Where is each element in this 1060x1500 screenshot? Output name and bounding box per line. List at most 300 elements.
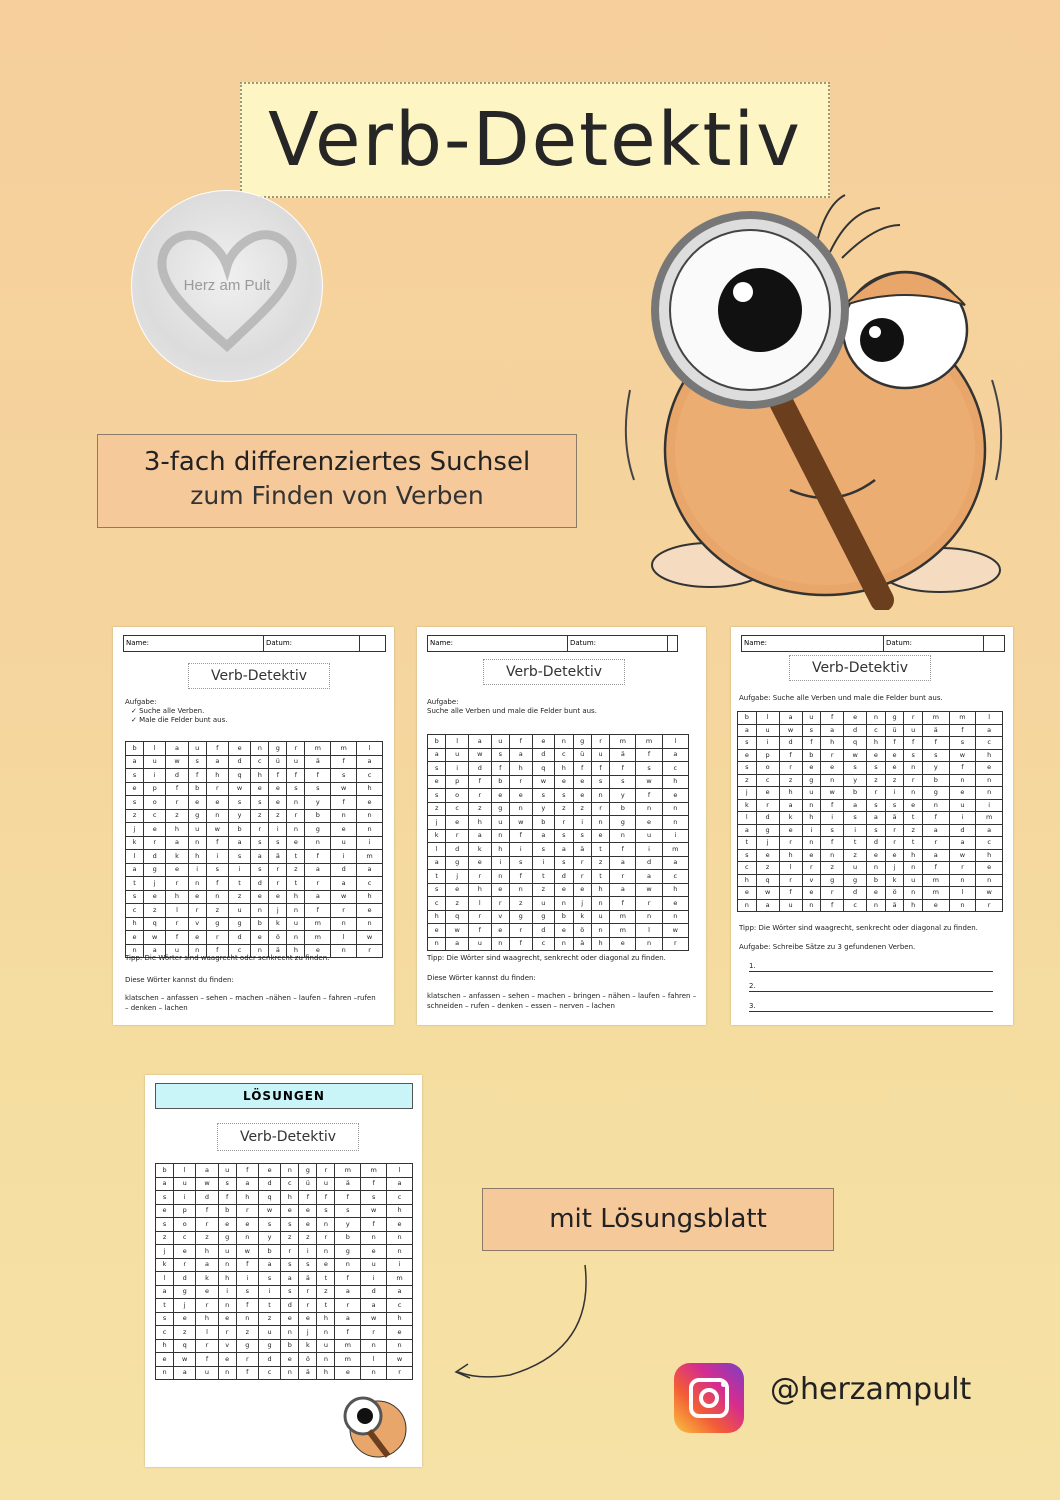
grid-cell: c xyxy=(428,897,446,911)
grid-cell: r xyxy=(509,924,532,938)
grid-cell: f xyxy=(335,1191,361,1205)
grid-cell: r xyxy=(361,1326,387,1340)
grid-cell: i xyxy=(174,1191,196,1205)
grid-cell: z xyxy=(144,904,166,918)
grid-cell: e xyxy=(610,937,636,951)
grid-cell: ö xyxy=(885,887,904,900)
grid-cell: y xyxy=(844,774,867,787)
grid-row xyxy=(428,829,689,843)
grid-cell: u xyxy=(904,874,923,887)
grid-cell: f xyxy=(206,742,228,756)
grid-cell: s xyxy=(428,789,446,803)
grid-cell: g xyxy=(305,823,331,837)
grid-cell: i xyxy=(509,843,532,857)
grid-cell: ä xyxy=(269,944,287,958)
grid-cell: f xyxy=(305,904,331,918)
grid-cell: l xyxy=(357,742,383,756)
grid-cell: i xyxy=(821,812,844,825)
grid-cell: a xyxy=(756,899,779,912)
grid-cell: f xyxy=(236,1366,258,1380)
worksheet-header xyxy=(741,635,1005,652)
grid-row xyxy=(428,937,689,951)
grid-cell: e xyxy=(573,883,591,897)
grid-cell: l xyxy=(446,735,469,749)
grid-cell: e xyxy=(491,789,509,803)
grid-cell: j xyxy=(144,877,166,891)
grid-cell: i xyxy=(144,769,166,783)
grid-cell: f xyxy=(509,829,532,843)
grid-cell: i xyxy=(258,1285,280,1299)
grid-cell: b xyxy=(281,1339,299,1353)
grid-cell: n xyxy=(867,862,886,875)
grid-cell: f xyxy=(591,762,609,776)
grid-cell: g xyxy=(206,917,228,931)
grid-cell: e xyxy=(126,782,144,796)
grid-row xyxy=(126,850,383,864)
grid-cell: w xyxy=(206,823,228,837)
grid-cell: e xyxy=(299,1218,317,1232)
grid-cell: t xyxy=(428,870,446,884)
grid-cell: b xyxy=(844,787,867,800)
grid-cell: f xyxy=(299,1191,317,1205)
grid-cell: e xyxy=(218,1312,236,1326)
grid-cell: f xyxy=(335,1326,361,1340)
grid-cell: h xyxy=(126,917,144,931)
grid-cell: e xyxy=(976,862,1003,875)
grid-cell: d xyxy=(196,1191,218,1205)
grid-row xyxy=(126,782,383,796)
grid-cell: h xyxy=(387,1312,413,1326)
grid-row xyxy=(126,877,383,891)
grid-cell: n xyxy=(335,1258,361,1272)
grid-cell: j xyxy=(573,897,591,911)
grid-cell: a xyxy=(305,890,331,904)
grid-cell: e xyxy=(555,924,573,938)
grid-cell: w xyxy=(468,748,491,762)
grid-cell: a xyxy=(387,1285,413,1299)
grid-cell: u xyxy=(904,724,923,737)
grid-cell: e xyxy=(532,735,555,749)
grid-cell: h xyxy=(738,874,757,887)
grid-cell: r xyxy=(317,1164,335,1178)
grid-cell: e xyxy=(468,856,491,870)
grid-cell: a xyxy=(662,856,688,870)
grid-cell: s xyxy=(126,796,144,810)
grid-row xyxy=(428,897,689,911)
grid-cell: e xyxy=(885,749,904,762)
grid-cell: r xyxy=(299,1299,317,1313)
grid-cell: h xyxy=(166,823,188,837)
grid-row xyxy=(126,769,383,783)
grid-cell: n xyxy=(802,837,821,850)
grid-row xyxy=(156,1164,413,1178)
grid-cell: u xyxy=(591,910,609,924)
grid-cell: f xyxy=(821,899,844,912)
grid-cell: h xyxy=(156,1339,174,1353)
grid-cell: j xyxy=(738,787,757,800)
grid-cell: n xyxy=(738,899,757,912)
grid-cell: a xyxy=(281,1272,299,1286)
grid-cell: l xyxy=(949,887,976,900)
grid-cell: g xyxy=(802,774,821,787)
task-b-body: Schreibe Sätze zu 3 gefundenen Verben. xyxy=(772,943,916,951)
page-title: Verb-Detektiv xyxy=(268,97,802,183)
grid-cell: a xyxy=(844,799,867,812)
tipp-text xyxy=(125,953,329,963)
grid-cell: e xyxy=(867,749,886,762)
grid-cell: n xyxy=(206,890,228,904)
grid-cell: n xyxy=(331,809,357,823)
grid-cell: n xyxy=(976,787,1003,800)
grid-row xyxy=(126,809,383,823)
grid-cell: r xyxy=(446,829,469,843)
grid-row xyxy=(428,910,689,924)
grid-cell: s xyxy=(281,1218,299,1232)
grid-cell: e xyxy=(867,887,886,900)
grid-cell: h xyxy=(509,762,532,776)
grid-cell: q xyxy=(228,769,250,783)
grid-cell: k xyxy=(885,874,904,887)
grid-cell: s xyxy=(251,836,269,850)
grid-cell: r xyxy=(573,856,591,870)
grid-cell: b xyxy=(555,910,573,924)
grid-cell: s xyxy=(218,1177,236,1191)
solutions-heading: LÖSUNGEN xyxy=(155,1083,413,1109)
grid-cell: n xyxy=(802,799,821,812)
grid-cell: r xyxy=(821,887,844,900)
worksheet-header xyxy=(123,635,386,652)
grid-cell: l xyxy=(468,897,491,911)
grid-row xyxy=(428,870,689,884)
grid-row xyxy=(428,843,689,857)
grid-cell: f xyxy=(361,1218,387,1232)
grid-cell: d xyxy=(144,850,166,864)
grid-cell: z xyxy=(821,862,844,875)
grid-cell: n xyxy=(591,816,609,830)
grid-cell: e xyxy=(299,1204,317,1218)
grid-cell: o xyxy=(756,762,779,775)
task-text xyxy=(739,693,943,703)
grid-cell: d xyxy=(166,769,188,783)
grid-cell: k xyxy=(738,799,757,812)
grid-row xyxy=(126,796,383,810)
grid-cell: r xyxy=(166,877,188,891)
grid-cell: f xyxy=(236,1299,258,1313)
grid-cell: z xyxy=(206,904,228,918)
grid-cell: y xyxy=(532,802,555,816)
grid-cell: r xyxy=(166,796,188,810)
grid-cell: h xyxy=(662,775,688,789)
grid-cell: s xyxy=(206,863,228,877)
grid-cell: c xyxy=(156,1326,174,1340)
grid-cell: d xyxy=(361,1285,387,1299)
grid-cell: s xyxy=(156,1218,174,1232)
mascot-small-icon xyxy=(333,1381,413,1461)
grid-cell: a xyxy=(610,883,636,897)
grid-cell: h xyxy=(555,762,573,776)
grid-cell: e xyxy=(738,749,757,762)
grid-cell: n xyxy=(904,862,923,875)
grid-cell: r xyxy=(867,787,886,800)
words-list: klatschen – anfassen – sehen – machen – bringen – nähen – laufen – fahren – schneiden – rufen – denken – essen – nerven – lachen xyxy=(427,992,697,1010)
grid-cell: z xyxy=(904,824,923,837)
grid-cell: d xyxy=(446,843,469,857)
grid-cell: e xyxy=(144,823,166,837)
grid-cell: c xyxy=(174,1231,196,1245)
grid-cell: n xyxy=(188,877,206,891)
grid-cell: m xyxy=(305,742,331,756)
grid-cell: n xyxy=(662,816,688,830)
grid-row xyxy=(156,1299,413,1313)
grid-cell: n xyxy=(251,944,269,958)
grid-cell: w xyxy=(636,775,662,789)
grid-cell: i xyxy=(491,856,509,870)
grid-cell: t xyxy=(317,1272,335,1286)
grid-cell: l xyxy=(144,742,166,756)
grid-cell: f xyxy=(610,843,636,857)
grid-cell: u xyxy=(802,787,821,800)
grid-cell: g xyxy=(610,816,636,830)
grid-cell: u xyxy=(491,816,509,830)
grid-row xyxy=(126,755,383,769)
grid-cell: i xyxy=(756,737,779,750)
grid-row xyxy=(126,823,383,837)
grid-cell: d xyxy=(532,924,555,938)
grid-cell: n xyxy=(236,1312,258,1326)
grid-cell: i xyxy=(802,824,821,837)
grid-cell: d xyxy=(258,1353,280,1367)
grid-cell: s xyxy=(228,850,250,864)
grid-cell: b xyxy=(802,749,821,762)
grid-cell: s xyxy=(844,812,867,825)
grid-cell: z xyxy=(166,809,188,823)
grid-cell: g xyxy=(532,910,555,924)
grid-row xyxy=(738,724,1003,737)
grid-cell: u xyxy=(287,917,305,931)
grid-cell: u xyxy=(802,712,821,725)
grid-cell: a xyxy=(196,1258,218,1272)
grid-cell: n xyxy=(305,836,331,850)
grid-cell: a xyxy=(174,1366,196,1380)
grid-cell: r xyxy=(251,823,269,837)
grid-cell: n xyxy=(555,897,573,911)
grid-cell: m xyxy=(361,1164,387,1178)
grid-cell: c xyxy=(126,904,144,918)
grid-cell: r xyxy=(357,944,383,958)
grid-cell: a xyxy=(976,724,1003,737)
grid-cell: u xyxy=(287,755,305,769)
grid-cell: s xyxy=(305,782,331,796)
grid-cell: g xyxy=(491,802,509,816)
grid-cell: u xyxy=(779,899,802,912)
grid-cell: f xyxy=(206,877,228,891)
grid-cell: h xyxy=(428,910,446,924)
grid-cell: f xyxy=(922,812,949,825)
grid-cell: r xyxy=(904,712,923,725)
grid-cell: a xyxy=(166,742,188,756)
grid-cell: r xyxy=(904,774,923,787)
grid-cell: m xyxy=(636,735,662,749)
grid-cell: i xyxy=(236,1272,258,1286)
grid-cell: e xyxy=(446,816,469,830)
grid-cell: r xyxy=(188,904,206,918)
grid-cell: b xyxy=(228,823,250,837)
grid-cell: ä xyxy=(922,724,949,737)
grid-cell: n xyxy=(491,870,509,884)
grid-cell: f xyxy=(779,887,802,900)
grid-cell: w xyxy=(331,782,357,796)
grid-cell: m xyxy=(335,1164,361,1178)
grid-cell: z xyxy=(738,774,757,787)
grid-cell: j xyxy=(126,823,144,837)
grid-row xyxy=(738,874,1003,887)
grid-cell: ö xyxy=(573,924,591,938)
grid-cell: g xyxy=(756,824,779,837)
grid-cell: k xyxy=(299,1339,317,1353)
grid-cell: z xyxy=(509,897,532,911)
grid-cell: a xyxy=(331,877,357,891)
grid-row xyxy=(156,1177,413,1191)
grid-cell: w xyxy=(144,931,166,945)
grid-row xyxy=(738,824,1003,837)
grid-cell: ü xyxy=(299,1177,317,1191)
grid-cell: a xyxy=(206,755,228,769)
grid-cell: g xyxy=(573,735,591,749)
grid-cell: a xyxy=(468,829,491,843)
grid-cell: e xyxy=(188,890,206,904)
grid-cell: j xyxy=(428,816,446,830)
grid-cell: m xyxy=(922,712,949,725)
grid-cell: r xyxy=(269,877,287,891)
grid-cell: s xyxy=(156,1312,174,1326)
grid-cell: t xyxy=(532,870,555,884)
grid-cell: f xyxy=(509,735,532,749)
grid-cell: s xyxy=(331,769,357,783)
word-grid xyxy=(125,741,383,958)
grid-cell: s xyxy=(287,782,305,796)
grid-cell: l xyxy=(428,843,446,857)
grid-cell: e xyxy=(218,1353,236,1367)
grid-cell: u xyxy=(317,1177,335,1191)
grid-cell: e xyxy=(287,836,305,850)
grid-cell: n xyxy=(636,802,662,816)
grid-cell: w xyxy=(258,1204,280,1218)
instagram-handle[interactable]: @herzampult xyxy=(770,1372,972,1407)
grid-cell: y xyxy=(335,1218,361,1232)
grid-cell: s xyxy=(867,762,886,775)
grid-cell: s xyxy=(188,755,206,769)
grid-row xyxy=(428,735,689,749)
grid-cell: a xyxy=(357,863,383,877)
grid-cell: e xyxy=(867,849,886,862)
grid-cell: v xyxy=(218,1339,236,1353)
grid-cell: e xyxy=(922,899,949,912)
grid-cell: g xyxy=(174,1285,196,1299)
grid-cell: e xyxy=(738,887,757,900)
tipp-label: Tipp: xyxy=(427,954,445,962)
solution-sheet-preview xyxy=(145,1075,422,1467)
grid-cell: ä xyxy=(573,937,591,951)
grid-cell: c xyxy=(281,1177,299,1191)
grid-cell: u xyxy=(144,755,166,769)
grid-cell: e xyxy=(331,823,357,837)
date-label: Datum: xyxy=(264,636,360,651)
grid-row xyxy=(156,1191,413,1205)
grid-cell: f xyxy=(188,769,206,783)
grid-cell: f xyxy=(305,850,331,864)
grid-cell: w xyxy=(976,887,1003,900)
grid-cell: u xyxy=(591,748,609,762)
grid-cell: w xyxy=(361,1312,387,1326)
grid-cell: w xyxy=(821,787,844,800)
grid-cell: l xyxy=(636,924,662,938)
grid-row xyxy=(738,799,1003,812)
grid-cell: u xyxy=(228,904,250,918)
grid-cell: n xyxy=(387,1339,413,1353)
grid-cell: z xyxy=(299,1231,317,1245)
grid-cell: s xyxy=(555,829,573,843)
grid-cell: s xyxy=(821,824,844,837)
grid-cell: u xyxy=(258,1326,280,1340)
grid-cell: n xyxy=(555,937,573,951)
instagram-icon[interactable] xyxy=(674,1363,744,1433)
solution-label: mit Lösungsblatt xyxy=(549,1204,767,1234)
grid-cell: l xyxy=(976,712,1003,725)
grid-cell: n xyxy=(821,849,844,862)
grid-cell: g xyxy=(446,856,469,870)
grid-cell: f xyxy=(821,837,844,850)
grid-cell: n xyxy=(281,1366,299,1380)
subtitle-line1: 3-fach differenziertes Suchsel xyxy=(143,447,531,477)
grid-cell: v xyxy=(188,917,206,931)
grid-cell: m xyxy=(922,887,949,900)
grid-cell: r xyxy=(885,837,904,850)
grid-cell: s xyxy=(738,762,757,775)
grid-cell: h xyxy=(281,1191,299,1205)
grid-cell: ä xyxy=(299,1272,317,1286)
grid-cell: n xyxy=(317,1326,335,1340)
grid-cell: n xyxy=(662,802,688,816)
grid-cell: a xyxy=(922,849,949,862)
grid-cell: z xyxy=(196,1231,218,1245)
grid-row xyxy=(428,816,689,830)
words-list: klatschen – anfassen – sehen – machen –nähen – laufen – fahren –rufen – denken – lachen xyxy=(125,994,376,1012)
grid-cell: t xyxy=(228,877,250,891)
grid-cell: e xyxy=(361,1245,387,1259)
grid-cell: v xyxy=(802,874,821,887)
grid-cell: a xyxy=(166,836,188,850)
grid-cell: n xyxy=(949,774,976,787)
grid-cell: u xyxy=(532,897,555,911)
grid-row xyxy=(738,774,1003,787)
grid-cell: a xyxy=(357,755,383,769)
grid-cell: f xyxy=(166,931,188,945)
grid-cell: s xyxy=(904,749,923,762)
grid-cell: s xyxy=(885,799,904,812)
grid-cell: n xyxy=(281,1164,299,1178)
grid-cell: r xyxy=(636,897,662,911)
grid-cell: t xyxy=(904,837,923,850)
grid-cell: r xyxy=(206,782,228,796)
grid-cell: h xyxy=(802,812,821,825)
grid-row xyxy=(738,899,1003,912)
grid-cell: h xyxy=(779,787,802,800)
task-b-text xyxy=(739,942,915,952)
grid-cell: z xyxy=(428,802,446,816)
grid-cell: e xyxy=(756,849,779,862)
grid-cell: s xyxy=(258,1218,280,1232)
grid-cell: f xyxy=(317,1191,335,1205)
